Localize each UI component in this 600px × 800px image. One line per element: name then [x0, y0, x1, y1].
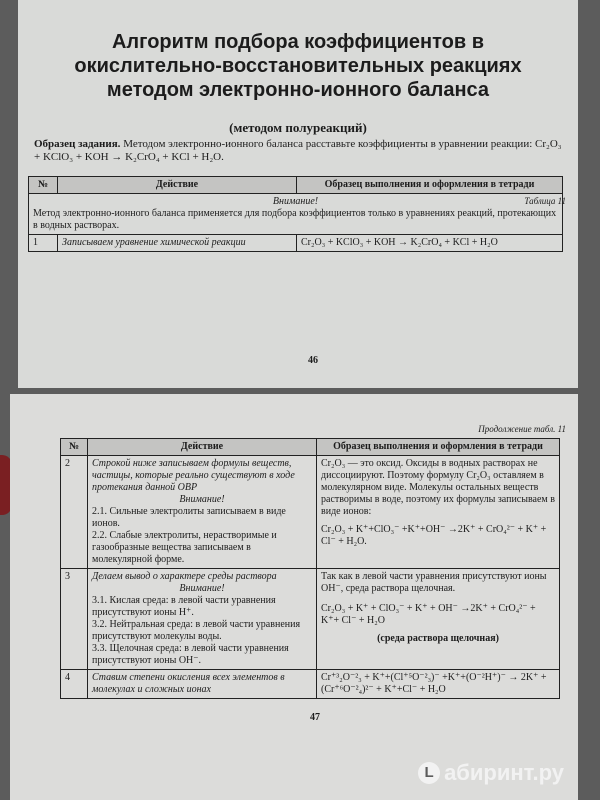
table-row: [61, 456, 560, 569]
sample-note: (среда раствора щелочная): [377, 633, 499, 644]
row-sample: [317, 456, 560, 569]
row-action: Записываем уравнение химической реакции: [58, 235, 297, 252]
watermark: [418, 760, 564, 786]
top-page: [18, 0, 578, 388]
col-header-sample: Образец выполнения и оформления в тетради: [317, 439, 560, 456]
page-number: 47: [310, 712, 320, 723]
sample-formula: Cr₂O₃ + K⁺ + ClO₃⁻ + K⁺ + OH⁻ →2K⁺ + CrO₄²⁻ + K⁺+ Cl⁻ + H₂O: [321, 603, 536, 626]
task-label: Образец задания.: [34, 138, 121, 150]
table-row: [61, 670, 560, 699]
attention-label: Внимание!: [179, 583, 225, 594]
task-body: Методом электронно-ионного баланса расставьте коэффициенты в уравнении реакции: Cr₂O₃ + KClO₃ + KOH → K₂CrO₄ + KCl + H₂O.: [34, 138, 562, 163]
table-11-continued: [60, 438, 560, 699]
table-header-row: [29, 177, 563, 194]
sample-formula: Cr₂O₃ + K⁺+ClO₃⁻ +K⁺+OH⁻ →2K⁺ + CrO₄²⁻ + K⁺ + Cl⁻ + H₂O.: [321, 524, 547, 547]
row-action: [88, 569, 317, 670]
col-header-num: №: [29, 177, 58, 194]
page-title: Алгоритм подбора коэффициентов в окислительно-восстановительных реакциях методом электронно-ионного баланса: [74, 31, 522, 101]
table-row: [61, 569, 560, 670]
sample-formula: Cr⁺³₂O⁻²₃ + K⁺+(Cl⁺⁵O⁻²₃)⁻ +K⁺+(O⁻²H⁺)⁻ → 2K⁺ + (Cr⁺⁶O⁻²₄)²⁻ + K⁺+Cl⁻ + H₂O: [317, 670, 560, 699]
attention-label: Внимание!: [272, 196, 319, 207]
note-text: Метод электронно-ионного баланса применяется для подбора коэффициентов только в уравнениях реакций, протекающих в водных растворах.: [33, 208, 557, 231]
action-item: 3.2. Нейтральная среда: в левой части уравнения присутствуют молекулы воды.: [92, 619, 301, 642]
col-header-sample: Образец выполнения и оформления в тетради: [297, 177, 563, 194]
row-num: 4: [61, 670, 88, 699]
action-item: 2.2. Слабые электролиты, нерастворимые и газообразные вещества записываем в молекулярной форме.: [92, 530, 277, 565]
action-item: 2.1. Сильные электролиты записываем в виде ионов.: [92, 506, 286, 529]
table-row: [29, 194, 563, 235]
action-heading: Делаем вывод о характере среды раствора: [92, 571, 277, 582]
table-row: [29, 235, 563, 252]
action-item: 3.1. Кислая среда: в левой части уравнения присутствуют ионы H⁺.: [92, 595, 276, 618]
sample-text: Cr₂O₃ — это оксид. Оксиды в водных растворах не диссоциируют. Поэтому формулу Cr₂O₃ оставляем в молекулярном виде. Молекулы остальных веществ растворимы в воде, поэтому их формулы записываем в виде ионов:: [321, 458, 555, 517]
row-num: 1: [29, 235, 58, 252]
continuation-caption: Продолжение табл. 11: [478, 424, 566, 434]
action-item: 3.3. Щелочная среда: в левой части уравнения присутствуют ионы OH⁻.: [92, 643, 289, 666]
watermark-text: абиринт.ру: [444, 760, 564, 785]
row-sample: Cr₂O₃ + KClO₃ + KOH → K₂CrO₄ + KCl + H₂O: [297, 235, 563, 252]
col-header-action: Действие: [88, 439, 317, 456]
bottom-page: [10, 394, 578, 800]
task-text: [34, 138, 564, 164]
table-caption: Таблица 11: [524, 196, 566, 206]
table-header-row: [61, 439, 560, 456]
table-note: [29, 194, 563, 235]
row-action: [88, 456, 317, 569]
sample-text: Так как в левой части уравнения присутствуют ионы OH⁻, среда раствора щелочная.: [321, 571, 547, 594]
table-11: [28, 176, 563, 252]
labirint-logo-icon: L: [418, 762, 440, 784]
attention-label: Внимание!: [179, 494, 225, 505]
col-header-action: Действие: [58, 177, 297, 194]
row-action: Ставим степени окисления всех элементов в молекулах и сложных ионах: [88, 670, 317, 699]
row-num: 3: [61, 569, 88, 670]
action-heading: Строкой ниже записываем формулы веществ, частицы, которые реально существуют в ходе протекания данной ОВР: [92, 458, 295, 493]
page-number: 46: [308, 355, 318, 366]
col-header-num: №: [61, 439, 88, 456]
page-subtitle: (методом полуреакций): [229, 120, 367, 135]
row-num: 2: [61, 456, 88, 569]
row-sample: [317, 569, 560, 670]
